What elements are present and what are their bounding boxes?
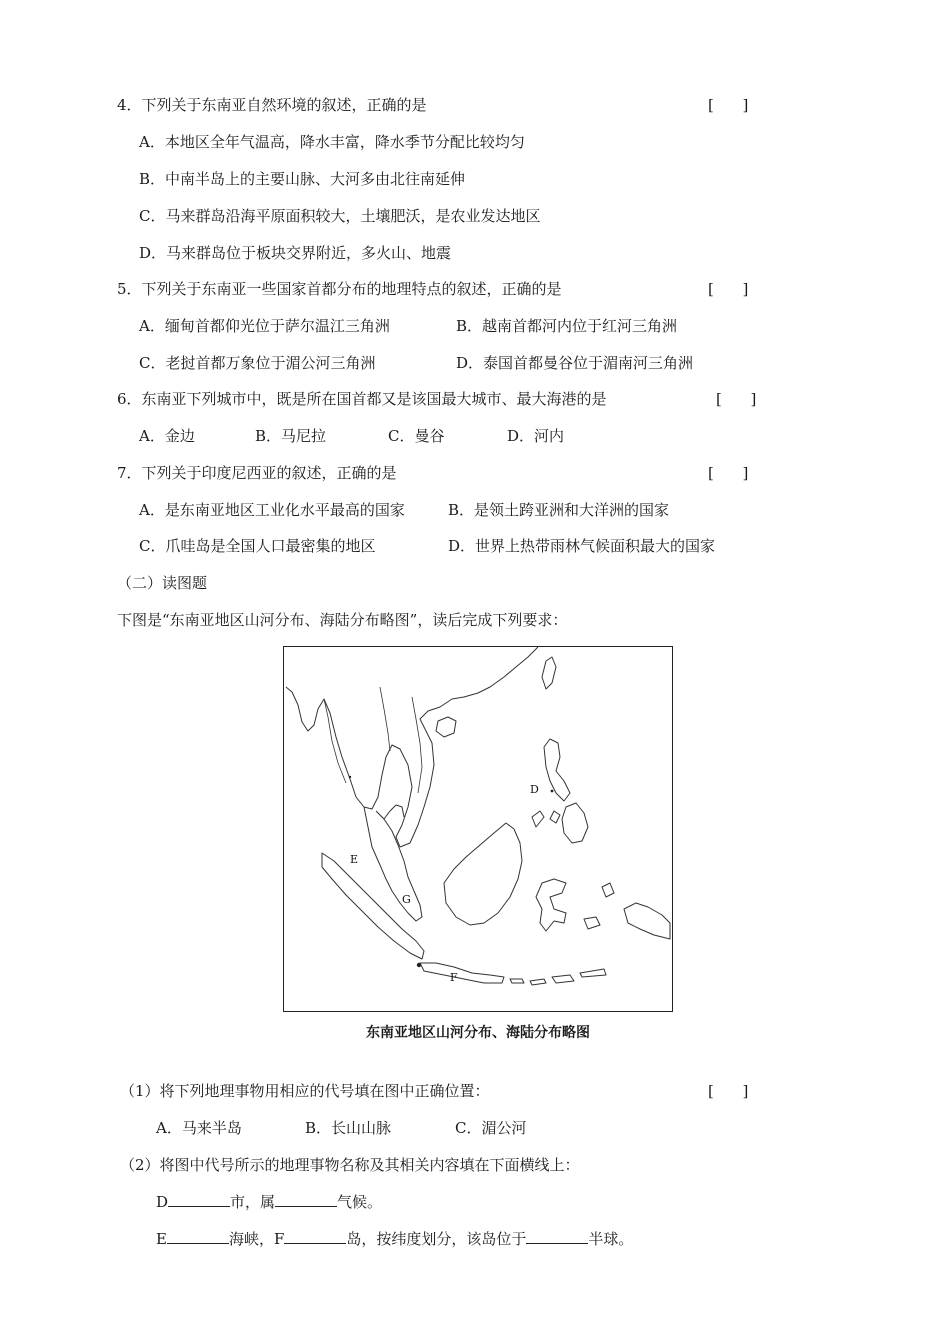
- blank-field[interactable]: [284, 1229, 346, 1244]
- option-5d: D．泰国首都曼谷位于湄南河三角洲: [456, 354, 694, 372]
- map-label-e: E: [350, 853, 359, 866]
- blank-field[interactable]: [168, 1192, 230, 1207]
- option-5c: C．老挝首都万象位于湄公河三角洲: [139, 354, 376, 372]
- answer-bracket[interactable]: [ ]: [708, 1082, 749, 1100]
- option-6d: D．河内: [507, 427, 565, 445]
- southeast-asia-map: [283, 646, 673, 1012]
- option-4a: A．本地区全年气温高，降水丰富，降水季节分配比较均匀: [139, 133, 525, 151]
- map-caption: 东南亚地区山河分布、海陆分布略图: [366, 1025, 590, 1041]
- sub1-option-a: A．马来半岛: [156, 1119, 242, 1137]
- map-label-d: D: [530, 783, 539, 796]
- answer-bracket[interactable]: [ ]: [716, 390, 757, 408]
- fill-text: 半球。: [588, 1230, 634, 1248]
- fill-text: 市，属: [230, 1193, 276, 1211]
- blank-field[interactable]: [275, 1192, 337, 1207]
- map-intro: 下图是“东南亚地区山河分布、海陆分布略图”，读后完成下列要求：: [117, 611, 568, 629]
- option-7b: B．是领土跨亚洲和大洋洲的国家: [448, 501, 670, 519]
- option-7a: A．是东南亚地区工业化水平最高的国家: [139, 501, 405, 519]
- option-4b: B．中南半岛上的主要山脉、大河多由北往南延伸: [139, 170, 466, 188]
- section-heading: （二）读图题: [117, 574, 208, 592]
- option-7c: C．爪哇岛是全国人口最密集的地区: [139, 537, 376, 555]
- question-4-stem: 4．下列关于东南亚自然环境的叙述，正确的是: [117, 96, 427, 114]
- fill-text: 海峡，F: [228, 1230, 285, 1248]
- question-5-stem: 5．下列关于东南亚一些国家首都分布的地理特点的叙述，正确的是: [117, 280, 562, 298]
- option-6c: C．曼谷: [388, 427, 445, 445]
- question-7-stem: 7．下列关于印度尼西亚的叙述，正确的是: [117, 464, 397, 482]
- subquestion-1-stem: （1）将下列地理事物用相应的代号填在图中正确位置：: [120, 1082, 490, 1100]
- question-6-stem: 6．东南亚下列城市中，既是所在国首都又是该国最大城市、最大海港的是: [117, 390, 607, 408]
- fill-line-d: [156, 1192, 382, 1212]
- option-4d: D．马来群岛位于板块交界附近，多火山、地震: [139, 244, 452, 262]
- map-label-g: G: [402, 893, 411, 906]
- fill-text: 岛，按纬度划分，该岛位于: [346, 1230, 527, 1248]
- fill-label: D: [156, 1193, 169, 1211]
- answer-bracket[interactable]: [ ]: [708, 464, 749, 482]
- map-label-f: F: [450, 971, 458, 984]
- option-4c: C．马来群岛沿海平原面积较大，土壤肥沃，是农业发达地区: [139, 207, 541, 225]
- option-6b: B．马尼拉: [255, 427, 327, 445]
- option-7d: D．世界上热带雨林气候面积最大的国家: [448, 537, 716, 555]
- option-5a: A．缅甸首都仰光位于萨尔温江三角洲: [139, 317, 390, 335]
- fill-label: E: [156, 1230, 167, 1248]
- sub1-option-b: B．长山山脉: [305, 1119, 392, 1137]
- map-outline: [284, 647, 671, 1010]
- fill-text: 气候。: [337, 1193, 383, 1211]
- blank-field[interactable]: [167, 1229, 229, 1244]
- blank-field[interactable]: [526, 1229, 588, 1244]
- fill-line-e-f: [156, 1229, 633, 1249]
- answer-bracket[interactable]: [ ]: [708, 96, 749, 114]
- subquestion-2-stem: （2）将图中代号所示的地理事物名称及其相关内容填在下面横线上：: [120, 1156, 580, 1174]
- answer-bracket[interactable]: [ ]: [708, 280, 749, 298]
- sub1-option-c: C．湄公河: [455, 1119, 527, 1137]
- option-5b: B．越南首都河内位于红河三角洲: [456, 317, 678, 335]
- option-6a: A．金边: [139, 427, 195, 445]
